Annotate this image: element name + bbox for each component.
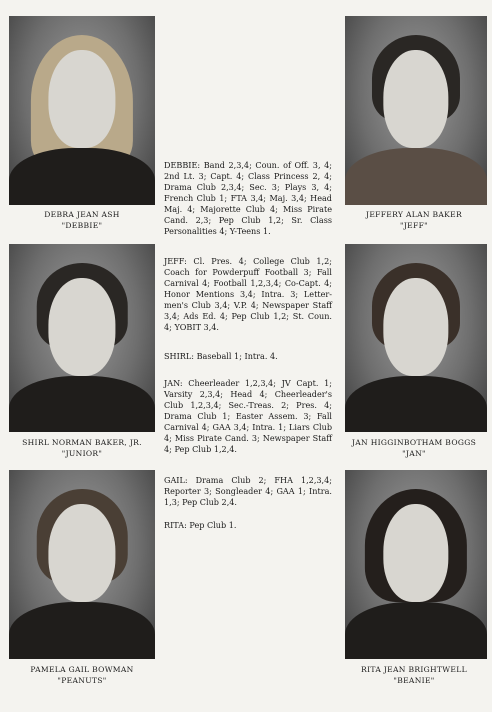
student-nickname: "JAN"	[402, 449, 426, 458]
bio-text: DEBBIE: Band 2,3,4; Coun. of Off. 3, 4; 2nd Lt. 3; Capt. 4; Class Princess 2, 4; Drama Club 2,3,4; Sec. 3; Plays 3, 4; French Club 1; FTA 3,4; Maj. 3,4; Head Maj. 4; Majorette Club 4; Miss Pirate Cand. 2,3; Pep Club 1,2; Sr. Class Personalities 4; Y-Teens 1.	[164, 160, 332, 236]
student-nickname: "PEANUTS"	[57, 676, 107, 685]
student-caption-jeffery-baker	[336, 209, 492, 231]
bio-text: SHIRL: Baseball 1; Intra. 4.	[164, 351, 278, 361]
bio-text: GAIL: Drama Club 2; FHA 1,2,3,4; Reporter 3; Songleader 4; GAA 1; Intra. 1,3; Pep Club 2,4.	[164, 475, 332, 507]
student-nickname: "JUNIOR"	[61, 449, 103, 458]
student-caption-shirl-baker	[4, 437, 160, 459]
bio-jan	[164, 378, 332, 455]
bio-jeff	[164, 256, 332, 333]
portrait-photo-debra-ash	[9, 16, 155, 205]
student-caption-jan-boggs	[336, 437, 492, 459]
student-caption-pamela-bowman	[4, 664, 160, 686]
bio-text: JEFF: Cl. Pres. 4; College Club 1,2; Coach for Powderpuff Football 3; Fall Carnival 4; Football 1,2,3,4; Co-Capt. 4; Honor Mentions 3,4; Intra. 3; Letter-men's Club 3,4; V.P. 4; Newspaper Staff 3,4; Ads Ed. 4; Pep Club 1,2; St. Coun. 4; YOBIT 3,4.	[164, 256, 332, 332]
portrait-photo-jeffery-baker	[345, 16, 487, 205]
student-nickname: "BEANIE"	[393, 676, 435, 685]
bio-text: JAN: Cheerleader 1,2,3,4; JV Capt. 1; Varsity 2,3,4; Head 4; Cheerleader's Club 1,2,3,4; Sec.-Treas. 2; Pres. 4; Drama Club 1; Easter Assem. 3; Fall Carnival 4; GAA 3,4; Intra. 1; Liars Club 4; Miss Pirate Cand. 3; Newspaper Staff 4; Pep Club 1,2,4.	[164, 378, 332, 454]
student-caption-rita-brightwell	[336, 664, 492, 686]
portrait-photo-jan-boggs	[345, 244, 487, 432]
student-name: PAMELA GAIL BOWMAN	[30, 665, 134, 674]
bio-debbie	[164, 160, 332, 237]
student-nickname: "DEBBIE"	[61, 221, 103, 230]
student-nickname: "JEFF"	[400, 221, 428, 230]
bio-gail	[164, 475, 332, 508]
student-name: RITA JEAN BRIGHTWELL	[361, 665, 467, 674]
student-name: JAN HIGGINBOTHAM BOGGS	[351, 438, 477, 447]
portrait-photo-pamela-bowman	[9, 470, 155, 659]
student-name: SHIRL NORMAN BAKER, JR.	[22, 438, 142, 447]
bio-text: RITA: Pep Club 1.	[164, 520, 237, 530]
student-name: JEFFERY ALAN BAKER	[365, 210, 463, 219]
bio-shirl	[164, 351, 332, 362]
student-name: DEBRA JEAN ASH	[44, 210, 120, 219]
bio-rita	[164, 520, 332, 531]
portrait-photo-shirl-baker	[9, 244, 155, 432]
student-caption-debra-ash	[9, 209, 155, 231]
portrait-photo-rita-brightwell	[345, 470, 487, 659]
